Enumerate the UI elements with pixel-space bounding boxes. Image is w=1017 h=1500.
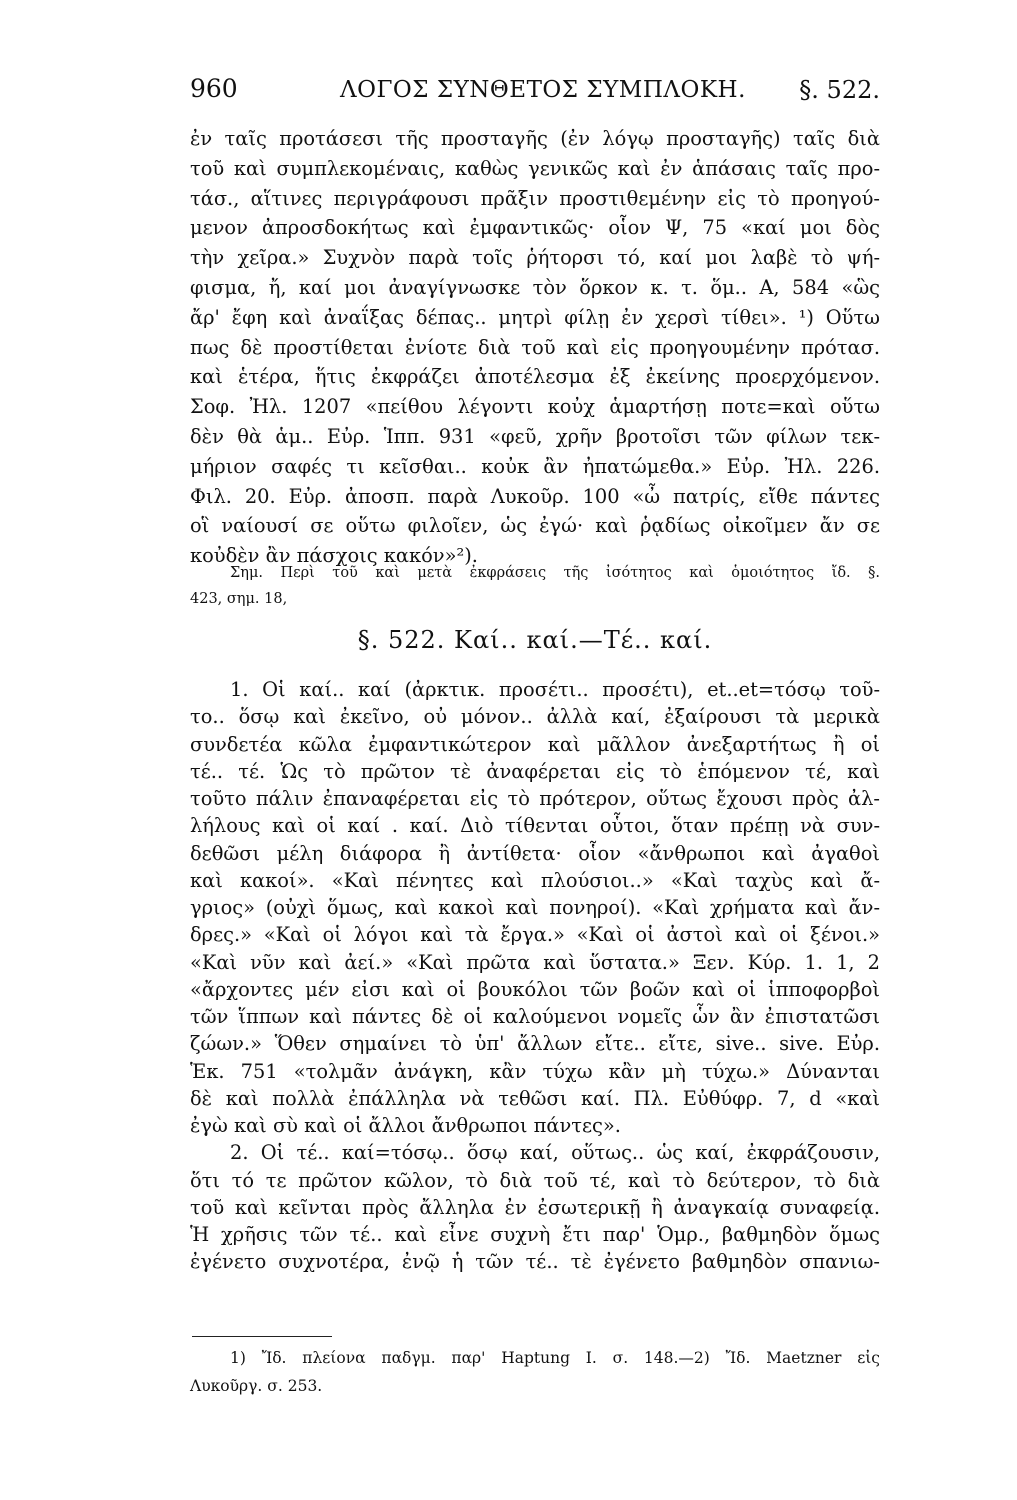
text-line: Φιλ. 20. Εὐρ. ἀποσπ. παρὰ Λυκοῦρ. 100 «ὦ πατρίς, εἴθε πάντες <box>190 484 880 508</box>
text-line: συνδετέα κῶλα ἐμφαντικώτερον καὶ μᾶλλον ἀνεξαρτήτως ἢ οἱ <box>190 732 880 756</box>
text-line: το.. ὅσῳ καὶ ἐκεῖνο, οὐ μόνον.. ἀλλὰ καί, ἐξαίρουσι τὰ μερικὰ <box>190 705 880 729</box>
footnote-line: Λυκοῦργ. σ. 253. <box>190 1377 323 1395</box>
text-line: Ἑκ. 751 «τολμᾶν ἀνάγκη, κἂν τύχω κἂν μὴ τύχω.» Δύνανται <box>190 1059 880 1083</box>
text-line: τέ.. τέ. Ὡς τὸ πρῶτον τὲ ἀναφέρεται εἰς τὸ ἑπόμενον τέ, καὶ <box>190 759 880 783</box>
text-line: ἐγὼ καὶ σὺ καὶ οἱ ἄλλοι ἄνθρωποι πάντες». <box>190 1114 621 1137</box>
section-body <box>190 676 880 1276</box>
text-line: δὲ καὶ πολλὰ ἐπάλληλα νὰ τεθῶσι καί. Πλ. Εὐθύφρ. 7, d «καὶ <box>190 1086 880 1110</box>
text-line: 1. Οἱ καί.. καί (ἀρκτικ. προσέτι.. προσέτι), et..et=τόσῳ τοῦ- <box>230 678 880 701</box>
running-header <box>190 74 880 110</box>
text-line: πως δὲ προστίθεται ἐνίοτε διὰ τοῦ καὶ εἰς προηγουμένην πρότασ. <box>190 335 880 359</box>
text-line: τὴν χεῖρα.» Συχνὸν παρὰ τοῖς ῥήτορσι τό, καί μοι λαβὲ τὸ ψή- <box>190 246 880 270</box>
text-line: τοῦτο πάλιν ἐπαναφέρεται εἰς τὸ πρότερον, οὕτως ἔχουσι πρὸς ἀλ- <box>190 787 880 810</box>
text-line: μήριον σαφές τι κεῖσθαι.. κοὐκ ἂν ἠπατώμεθα.» Εὐρ. Ἠλ. 226. <box>190 454 880 478</box>
footnote-divider <box>192 1336 332 1337</box>
text-line: φισμα, ἤ, καί μοι ἀναγίγνωσκε τὸν ὅρκον κ. τ. ὅμ.. Α, 584 «ὣς <box>190 275 880 299</box>
text-line: ζώων.» Ὅθεν σημαίνει τὸ ὑπ' ἄλλων εἴτε.. εἴτε, sive.. sive. Εὐρ. <box>190 1032 880 1056</box>
section-heading: §. 522. Καί.. καί.—Τέ.. καί. <box>357 626 713 654</box>
text-line: καὶ ἑτέρα, ἥτις ἐκφράζει ἀποτέλεσμα ἐξ ἐκείνης προερχόμενον. <box>190 365 880 389</box>
text-line: λήλους καὶ οἱ καί . καί. Διὸ τίθενται οὗτοι, ὅταν πρέπῃ νὰ συν- <box>190 814 880 838</box>
text-line: τοῦ καὶ κεῖνται πρὸς ἄλληλα ἐν ἐσωτερικῇ ἢ ἀναγκαίᾳ συναφείᾳ. <box>190 1195 880 1219</box>
text-line: ἐγένετο συχνοτέρα, ἐνῷ ἡ τῶν τέ.. τὲ ἐγένετο βαθμηδὸν σπανιω- <box>190 1250 880 1274</box>
footnotes <box>190 1344 880 1400</box>
text-line: δεθῶσι μέλη διάφορα ἢ ἀντίθετα· οἷον «ἄνθρωποι καὶ ἀγαθοὶ <box>190 841 880 865</box>
text-line: «Καὶ νῦν καὶ ἀεί.» «Καὶ πρῶτα καὶ ὕστατα.» Ξεν. Κύρ. 1. 1, 2 <box>190 950 880 974</box>
text-line: οἳ ναίουσί σε οὕτω φιλοῖεν, ὡς ἐγώ· καὶ ῥᾳδίως οἰκοῖμεν ἄν σε <box>190 514 880 538</box>
text-line: δρες.» «Καὶ οἱ λόγοι καὶ τὰ ἔργα.» «Καὶ οἱ ἀστοὶ καὶ οἱ ξένοι.» <box>190 923 880 947</box>
page-number: 960 <box>190 74 238 103</box>
paragraph-continuation <box>190 124 880 571</box>
text-line: 2. Οἱ τέ.. καί=τόσῳ.. ὅσῳ καί, οὕτως.. ὡς καί, ἐκφράζουσιν, <box>230 1141 880 1165</box>
text-line: κοὐδὲν ἂν πάσχοις κακόν»²). <box>190 544 478 568</box>
text-line: τοῦ καὶ συμπλεκομέναις, καθὼς γενικῶς καὶ ἐν ἁπάσαις ταῖς προ- <box>190 156 880 180</box>
text-line: γριος» (οὐχὶ ὅμως, καὶ κακοὶ καὶ πονηροί). «Καὶ χρήματα καὶ ἄν- <box>190 896 880 919</box>
text-line: καὶ κακοί». «Καὶ πένητες καὶ πλούσιοι..» «Καὶ ταχὺς καὶ ἄ- <box>190 868 880 892</box>
text-line: ἄρ' ἔφη καὶ ἀναΐξας δέπας.. μητρὶ φίλῃ ἐν χερσὶ τίθει». ¹) Οὕτω <box>190 305 880 329</box>
text-line: τάσ., αἵτινες περιγράφουσι πρᾶξιν προστιθεμένην εἰς τὸ προηγού- <box>190 186 880 210</box>
text-line: «ἄρχοντες μέν εἰσι καὶ οἱ βουκόλοι τῶν βοῶν καὶ οἱ ἱπποφορβοὶ <box>190 977 880 1001</box>
note-line: 423, σημ. 18, <box>190 591 288 607</box>
footnote-line: 1) Ἴδ. πλείονα παδγμ. παρ' Haptung I. σ. 148.—2) Ἴδ. Maetzner εἰς <box>230 1349 880 1367</box>
text-line: Ἡ χρῆσις τῶν τέ.. καὶ εἶνε συχνὴ ἔτι παρ' Ὁμρ., βαθμηδὸν ὅμως <box>190 1223 880 1246</box>
text-line: τῶν ἵππων καὶ πάντες δὲ οἱ καλούμενοι νομεῖς ὧν ἂν ἐπιστατῶσι <box>190 1005 880 1028</box>
text-line: μενον ἀπροσδοκήτως καὶ ἐμφαντικῶς· οἷον Ψ, 75 «καί μοι δὸς <box>190 216 880 240</box>
text-line: ὅτι τό τε πρῶτον κῶλον, τὸ διὰ τοῦ τέ, καὶ τὸ δεύτερον, τὸ διὰ <box>190 1168 880 1192</box>
text-line: δὲν θὰ ἁμ.. Εὐρ. Ἱππ. 931 «φεῦ, χρῆν βροτοῖσι τῶν φίλων τεκ- <box>190 424 880 448</box>
text-line: ἐν ταῖς προτάσεσι τῆς προσταγῆς (ἐν λόγῳ προσταγῆς) ταῖς διὰ <box>190 127 880 150</box>
note-line: Σημ. Περὶ τοῦ καὶ μετὰ ἐκφράσεις τῆς ἰσότητος καὶ ὁμοιότητος ἴδ. §. <box>230 565 880 581</box>
section-reference: §. 522. <box>799 76 880 104</box>
remark-note <box>190 560 880 612</box>
running-title: ΛΟΓΟΣ ΣΥΝΘΕΤΟΣ ΣΥΜΠΛΟΚΗ. <box>340 77 746 103</box>
text-line: Σοφ. Ἠλ. 1207 «πείθου λέγοντι κοὐχ ἁμαρτήσῃ ποτε=καὶ οὕτω <box>190 395 880 419</box>
